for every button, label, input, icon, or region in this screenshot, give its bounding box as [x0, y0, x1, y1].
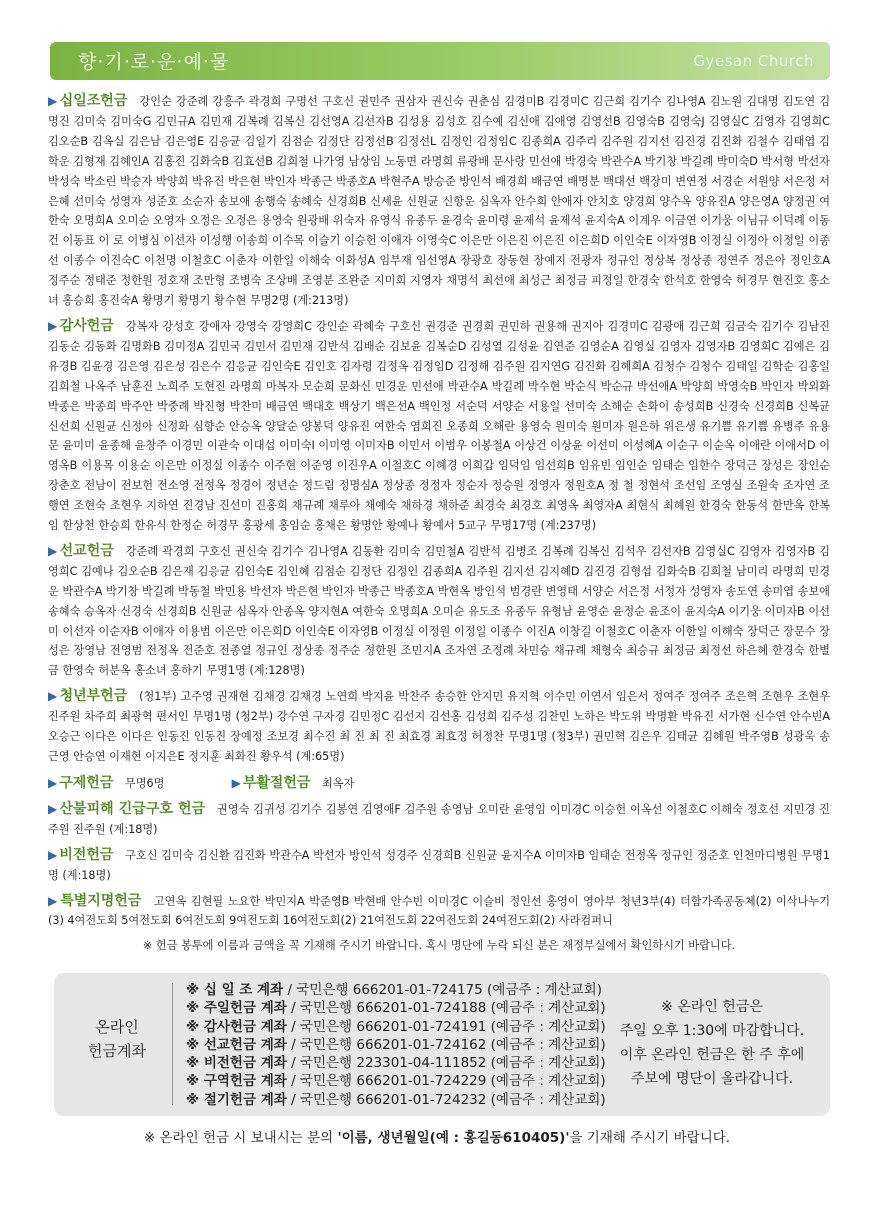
- footer-notice: [0, 1126, 874, 1146]
- account-item: [186, 1054, 606, 1072]
- section-title: 비전헌금: [59, 846, 114, 863]
- account-name: ※ 구역헌금 계좌: [186, 1073, 287, 1090]
- account-item: [186, 999, 606, 1017]
- account-detail: / 국민은행 666201-01-724188 (예금주 : 계산교회): [291, 1000, 606, 1017]
- account-name: ※ 절기헌금 계좌: [186, 1091, 287, 1108]
- footer-suffix: 을 기재해 주시기 바랍니다.: [569, 1130, 731, 1146]
- online-note-line1: ※ 온라인 헌금은: [661, 999, 763, 1015]
- account-name: ※ 주일헌금 계좌: [186, 1000, 287, 1017]
- account-detail: / 국민은행 666201-01-724232 (예금주 : 계산교회): [291, 1091, 606, 1108]
- notice-text: ※ 헌금 봉투에 이름과 금액을 꼭 기재해 주시기 바랍니다. 혹시 명단에 누락 되신 분은 재정부실에서 확인하시기 바랍니다.: [142, 939, 736, 953]
- section-mission: [48, 542, 830, 681]
- account-detail: / 국민은행 666201-01-724162 (예금주 : 계산교회): [291, 1036, 606, 1053]
- account-detail: / 국민은행 666201-01-724229 (예금주 : 계산교회): [291, 1073, 606, 1090]
- section-title: 선교헌금: [59, 542, 114, 559]
- divider: [172, 983, 173, 1105]
- section-names: 권영숙 김귀성 김기수 김봉연 김영애F 김주원 송영남 오미란 윤영임 이미경C 이승헌 이옥선 이철호C 이해숙 정호선 지민경 진주원 진주원 (계:18명): [48, 802, 830, 836]
- account-item: [186, 1091, 606, 1109]
- section-title: 산불피해 긴급구호 헌금: [59, 800, 206, 817]
- triangle-icon: ▶: [48, 847, 58, 862]
- account-name: ※ 십 일 조 계좌: [186, 982, 284, 998]
- account-name: ※ 감사헌금 계좌: [186, 1018, 287, 1035]
- triangle-icon: ▶: [48, 775, 58, 790]
- section-tithe: [48, 92, 830, 311]
- section-names: (청1부) 고주영 권재현 김채경 김채경 노연희 박지윤 박찬주 송승한 안지민 유지혁 이수민 이연서 임은서 정여주 정여주 조은혁 조현우 조현우 진주원 차주희 최광혁 편서인 무명1명 (청2부) 강수연 구자경 김민정C 김선지 김선홍 김성희 김주성 김찬민 노하은 박도위 박명환 박유진 서가현 신수연 안수빈A 오승근 이다은 이다은 인동진 인동진 장예정 조보경 최수진 최 진 최 진 최효경 최효정 허정찬 무명1명 (청3부) 권민혁 김은우 김태균 김혜원 박주영B 성광욱 송근영 안승연 이재현 이지은E 정지훈 최화진 황우석 (계:65명): [48, 690, 831, 763]
- account-label-line2: 헌금계좌: [88, 1042, 146, 1060]
- triangle-icon: ▶: [48, 94, 58, 108]
- section-title: 특별지명헌금: [60, 892, 142, 909]
- triangle-icon: ▶: [48, 543, 58, 558]
- account-item: [186, 981, 606, 999]
- section-title: 부활절헌금: [242, 774, 311, 791]
- section-title: 십일조헌금: [59, 93, 128, 109]
- online-note-line2: 주일 오후 1:30에 마감합니다.: [619, 1023, 805, 1039]
- section-special: [48, 892, 830, 932]
- footer-prefix: ※ 온라인 헌금 시 보내시는 분의: [143, 1130, 338, 1146]
- account-name: ※ 선교헌금 계좌: [186, 1036, 287, 1053]
- header-title: 향·기·로·운·예·물: [78, 51, 230, 73]
- account-item: [186, 1072, 606, 1090]
- account-detail: / 국민은행 666201-01-724191 (예금주 : 계산교회): [291, 1018, 606, 1035]
- section-names: 강준례 곽경희 구호신 권신숙 김기수 김나영A 김동환 김미숙 김민철A 김반석 김병조 김복례 김복신 김석우 김선자B 김영실C 김영자 김영자B 김영희C 김예나 김오순B 김은재 김응균 김인숙E 김인혜 김점순 김정단 김정인 김종희A 김주원 김지선 김지혜D 김진경 김형섭 김화숙B 김희철 남미리 라명희 민경운 박관수A 박기창 박길례 박동철 박민용 박선자 박은현 박인자 박종근 박종호A 박현옥 방인석 범경란 변영태 서양순 서은정 서정자 성영자 송도연 송미엽 송보애 송혜숙 승옥자 신경숙 신경희B 신원균 심옥자 안종옥 양지현A 여한숙 오명희A 오미순 유도조 유종두 유형남 윤영순 윤정순 윤조이 윤지숙A 이기웅 이미자B 이선미 이선자 이순자B 이애자 이용범 이은만 이은희D 이인숙E 이자영B 이정실 이정원 이정일 이종수 이진A 이창길 이철호C 이춘자 이한일 이해숙 장덕근 장문수 장성은 장영남 전영범 전정옥 전준호 전종열 정규인 정상종 정주순 정한원 조민지A 조자연 조정례 차민승 채규례 채형숙 최승규 최정금 최정선 하은혜 한경숙 한별금 한영숙 허분옥 홍소녀 홍하기 무명1명 (계:128명): [48, 544, 830, 678]
- section-names: 최옥자: [322, 776, 355, 790]
- account-name: ※ 비전헌금 계좌: [186, 1055, 287, 1072]
- page-header: [50, 42, 830, 80]
- triangle-icon: ▶: [48, 689, 58, 704]
- account-item: [186, 1036, 606, 1054]
- triangle-icon: ▶: [48, 801, 58, 816]
- section-names: 강인순 강준례 강흥주 곽경희 구명선 구호신 권민주 권삼자 권신숙 권춘심 김경미B 김경미C 김근희 김기수 김나영A 김노원 김대명 김도연 김명진 김미숙 김미숙G 김민규A 김민재 김복례 김복신 김선영A 김선자B 김성용 김성호 김수예 김신애 김애영 김영선B 김영숙B 김영숙J 김영실C 김영자 김영희C 김오순B 김옥실 김은남 김은영E 김응균 김일기 김점순 김정단 김정선B 김정선L 김정인 김정임C 김종희A 김주리 김주원 김지선 김진경 김진화 김철수 김태엽 김학운 김형재 김혜인A 김홍진 김화숙B 김효선B 김희철 나가영 남상임 노동면 라명희 류광배 문사랑 민선애 박경숙 박관수A 박기창 박길례 박미숙D 박서형 박선자 박성숙 박소린 박승자 박양희 박유진 박은현 박인자 박종근 박종호A 박현주A 방승준 방인석 배경희 배금연 배명분 백대선 백장미 변연정 서경순 서원양 서은정 서은혜 선미숙 성영자 성준호 소순자 송보애 송행숙 송혜숙 신경희B 신세윤 신원균 신항운 심옥자 안수희 안애자 안치호 양경희 양수옥 양유진A 양은영A 양정권 여한숙 오명희A 오미순 오영자 오정은 오정은 용영숙 원광배 위숙자 유영식 유종두 윤경숙 윤미령 윤제석 윤제석 윤지숙A 이계우 이금연 이기웅 이님규 이덕례 이동건 이동표 이 로 이병심 이선자 이성행 이송희 이수목 이슬기 이승헌 이애자 이영숙C 이은만 이은진 이은진 이은희D 이인숙E 이자영B 이정실 이정아 이정일 이종선 이종수 이진숙C 이천명 이철호C 이춘자 이한일 이해숙 이화성A 임부재 임선영A 장광호 장동현 장예지 전광자 정규인 정상복 정상종 정연주 정은아 정인호A 정주순 정태준 정한원 정호재 조만형 조병숙 조상배 조영분 조완준 지미희 지영자 채명석 최선애 최성근 최정금 피정일 한경숙 한석호 한영숙 허경무 현진호 홍소녀 홍승희 홍진숙A 황명기 황명기 황수현 무명2명 (계:213명): [48, 95, 830, 308]
- section-names: 무명6명: [124, 776, 165, 790]
- church-name: Gyesan Church: [693, 52, 814, 70]
- triangle-icon: ▶: [231, 775, 241, 790]
- triangle-icon: ▶: [48, 893, 59, 908]
- section-relief-easter: [48, 773, 830, 794]
- online-note: [602, 995, 822, 1091]
- section-thanks: [48, 317, 830, 536]
- section-wildfire: [48, 800, 830, 840]
- triangle-icon: ▶: [48, 318, 58, 333]
- account-detail: / 국민은행 666201-01-724175 (예금주 : 계산교회): [287, 982, 602, 998]
- offering-list: [48, 92, 830, 953]
- section-names: 구호신 김미숙 김신환 김진화 박관수A 박선자 방인석 성경주 신경희B 신원균 윤지수A 이미자B 임태순 전정옥 정규인 정준호 인천마디병원 무명1명 (계:18명): [48, 848, 831, 882]
- online-note-line4: 주보에 명단이 올라갑니다.: [630, 1071, 794, 1087]
- account-label: [74, 1015, 160, 1063]
- section-title: 구제헌금: [59, 774, 114, 791]
- account-item: [186, 1018, 606, 1036]
- section-names: 고연옥 김현필 노요한 박민지A 박준영B 박현배 안수빈 이미경C 이슬비 정인선 홍영이 영아부 청년3부(4) 더함가족공동체(2) 이삭나누기(3) 4여전도회 5여전도회 6여전도회 9여전도회 16여전도회(2) 21여전도회 22여전도회 24여전도회(2) 사라컴퍼니: [48, 894, 831, 928]
- section-vision: [48, 846, 830, 886]
- footer-bold: '이름, 생년월일(예 : 홍길동610405)': [337, 1130, 570, 1146]
- section-names: 강복자 강성호 강애자 강영숙 강영희C 강인순 곽혜숙 구호신 권경준 권경희 권민하 권용해 권지아 김경미C 김광애 김근희 김금숙 김기수 김남진 김동순 김동화 김명화B 김미정A 김민국 김민서 김민재 김반석 김배순 김보윤 김복순D 김성열 김성윤 김연준 김영순A 김영실 김영자 김영자B 김영희C 김예은 김유경B 김윤경 김은영 김은성 김은수 김응균 김인숙E 김인호 김자령 김정옥 김정임D 김정해 김주원 김지연G 김진화 김혜희A 김청수 김청수 김태일 김학순 김홍일 김희철 나옥주 남훈진 노희주 도현진 라명희 마복자 모순희 문화신 민경운 민선애 박관수A 박길례 박수현 박순식 박순규 박선애A 박양희 박영숙B 박인자 박외화 박종은 박종희 박주안 박중례 박진형 박찬미 배금연 백대호 백상기 백은선A 백인정 서순덕 서양순 서용일 선미숙 소해순 손화이 송성희B 신경숙 신경희B 신복균 신선희 신원균 신정아 신정화 심향순 안승옥 양달순 양봉덕 양유진 여한숙 염희진 오종희 오해란 용영숙 원미숙 원미자 원은하 위은생 유기쁨 유기쁨 유병주 유용문 윤미미 윤종해 윤창주 이경민 이관숙 이대섭 이미숙I 이미영 이미자B 이민서 이범우 이봉철A 이상건 이상윤 이선미 이성혜A 이순구 이순옥 이애란 이애서D 이영옥B 이용목 이용순 이은만 이정실 이종수 이주현 이준영 이진우A 이철호C 이혜경 이희갑 임덕임 임선희B 임유빈 임인순 임태순 임한수 장덕근 장성은 장인순 장춘호 전남이 전보헌 전소영 전정옥 정경이 정년순 정드림 정명심A 정상종 정정자 정순자 정승원 정영자 정원호A 정 철 정현석 조선임 조영실 조원숙 조자연 조행연 조현숙 조현우 지하연 진경남 진선미 진홍희 채규례 채루아 채예숙 채하경 채하준 최경숙 최경호 최영옥 최영자A 최현식 최혜원 한경숙 한동석 한만옥 한복임 한상천 한승희 한유식 한정순 허경무 홍광세 홍임순 홍채은 황명안 황예나 황예서 5교구 무명17명 (계:237명): [48, 319, 830, 533]
- section-youth: [48, 687, 830, 767]
- section-title: 감사헌금: [59, 317, 114, 334]
- section-title: 청년부헌금: [59, 688, 128, 705]
- account-detail: / 국민은행 223301-04-111852 (예금주 : 계산교회): [291, 1055, 606, 1072]
- account-list: [186, 981, 606, 1109]
- account-label-line1: 온라인: [95, 1018, 139, 1036]
- online-account-box: [54, 973, 830, 1116]
- online-note-line3: 이후 온라인 헌금은 한 주 후에: [619, 1047, 805, 1063]
